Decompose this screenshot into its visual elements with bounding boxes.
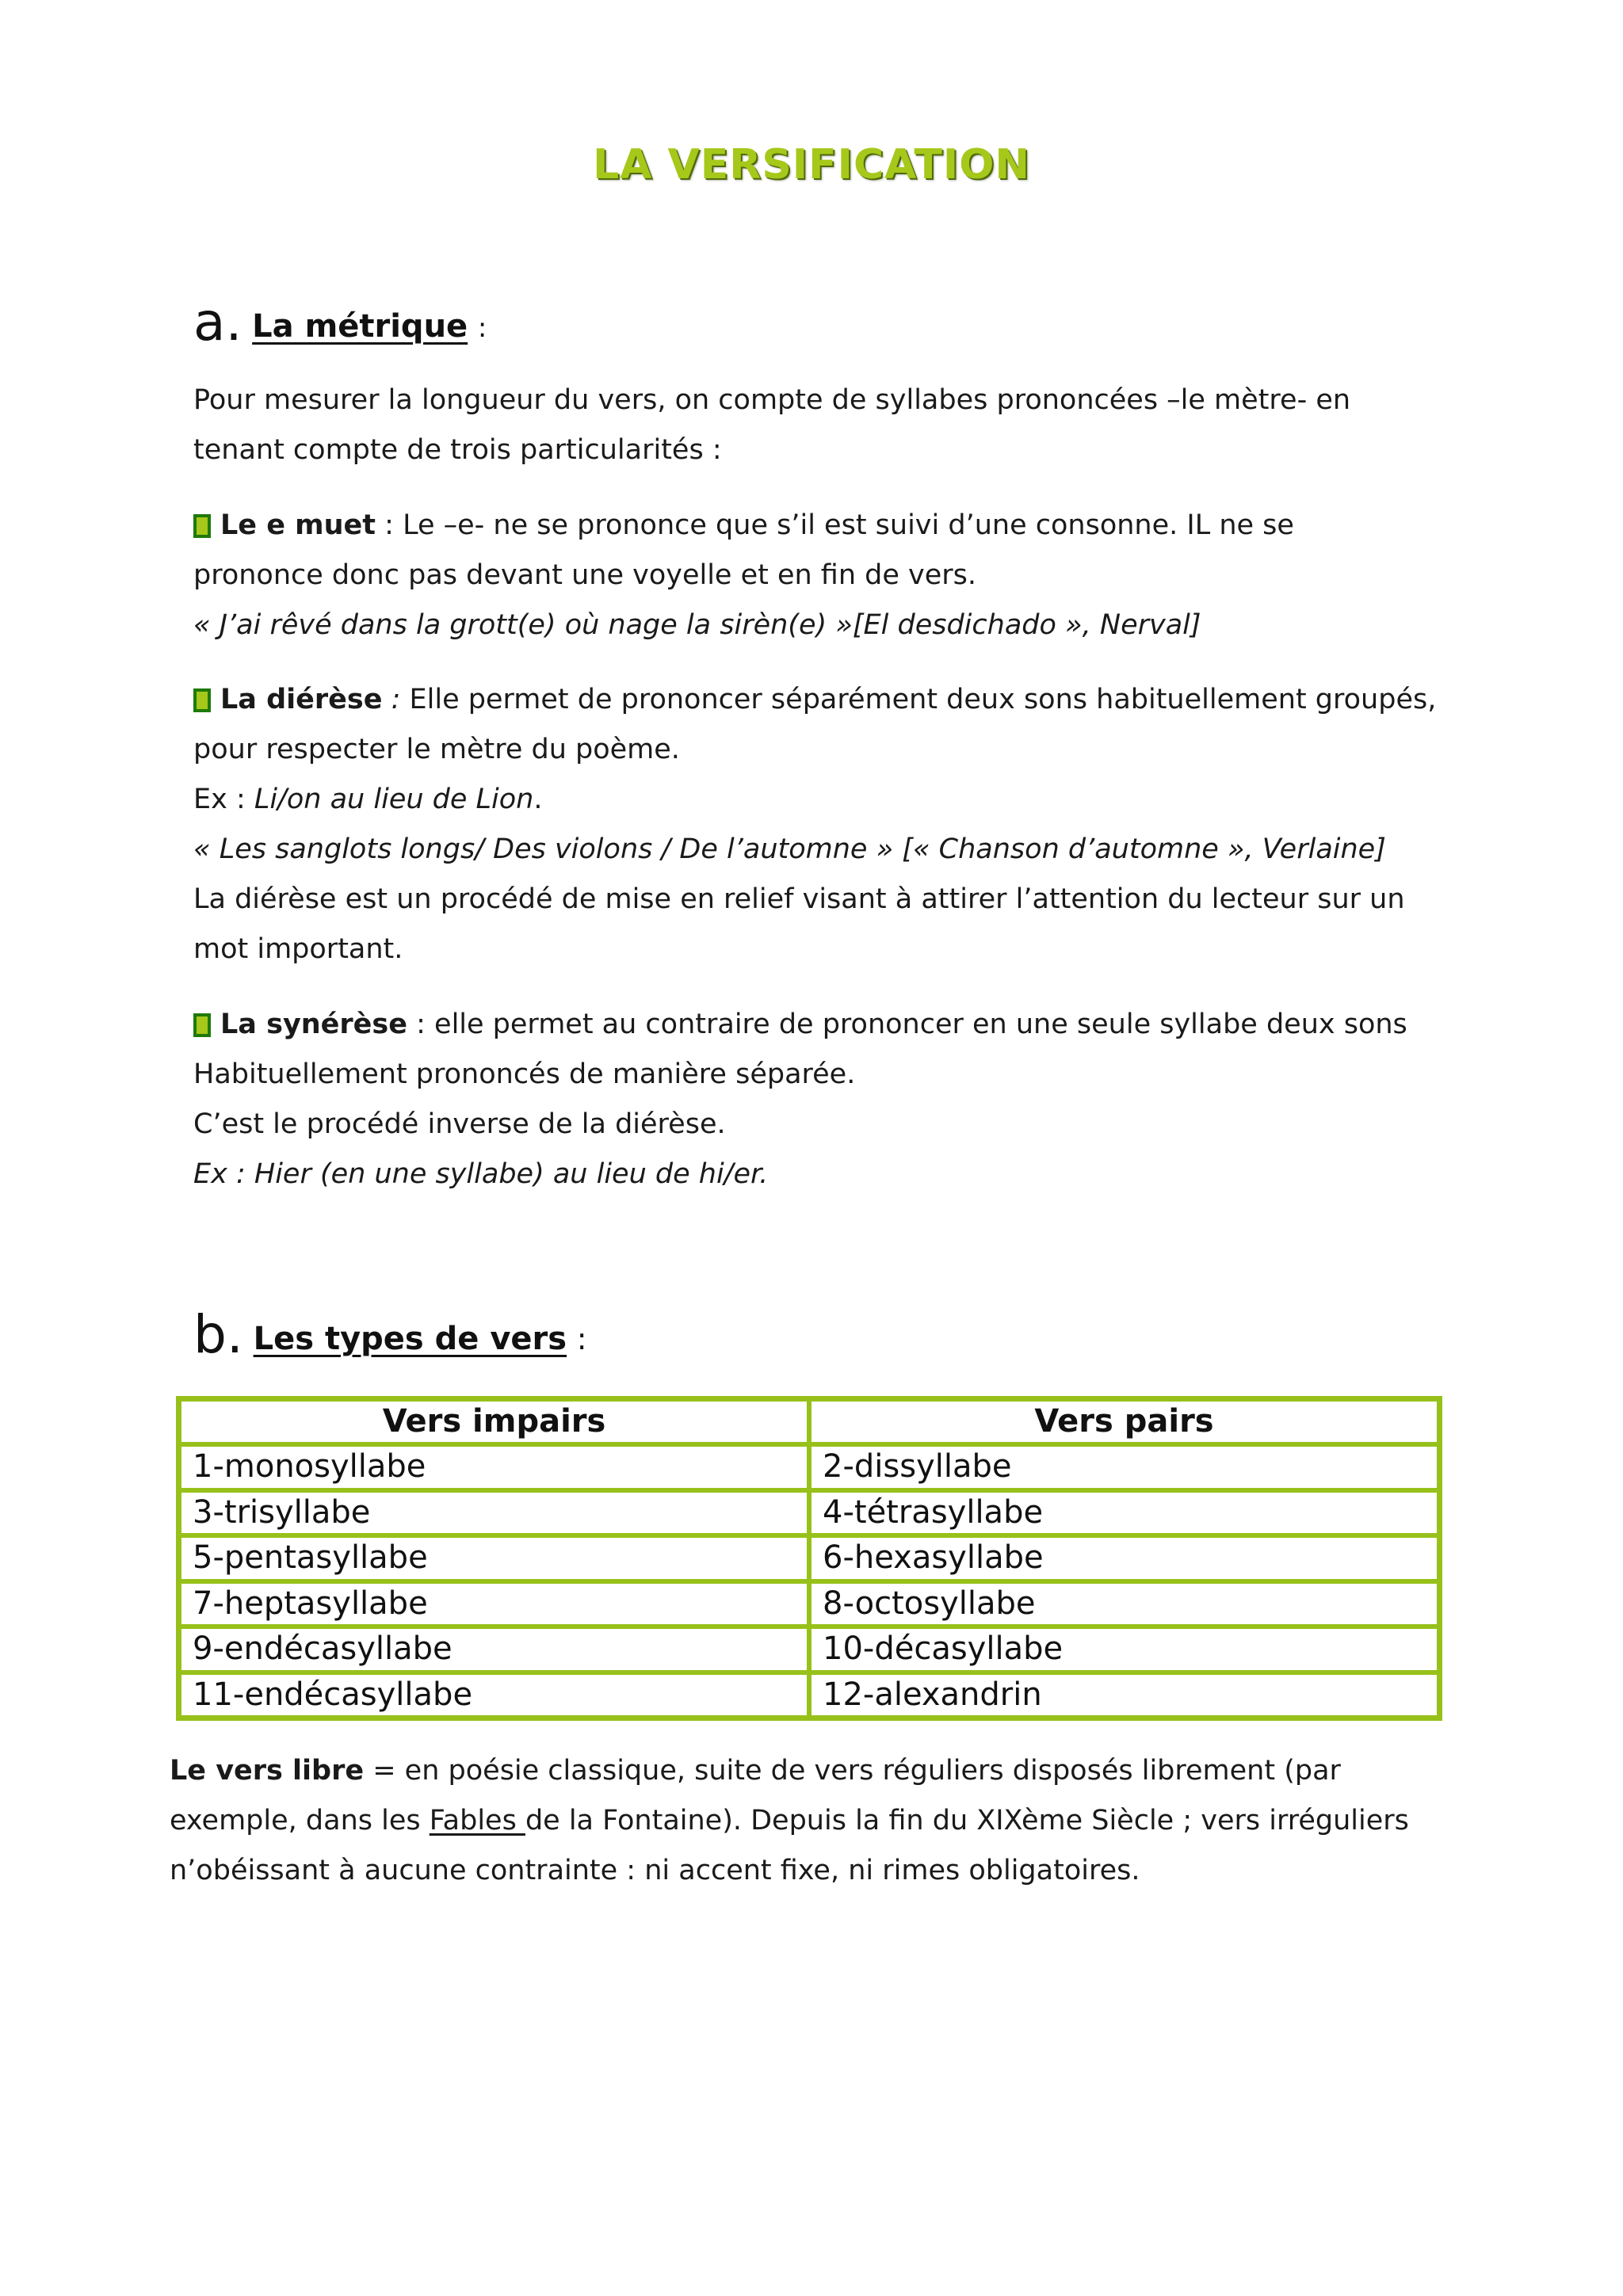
section-b-heading <box>193 1304 587 1365</box>
synerese-term: La synérèse <box>220 1009 407 1040</box>
verse-types-table <box>176 1396 1442 1721</box>
e-muet-quote: « J’ai rêvé dans la grott(e) où nage la sirèn(e) »[El desdichado », Nerval] <box>193 609 1201 641</box>
table-cell: 5-pentasyllabe <box>181 1538 807 1578</box>
section-b-letter: b. <box>193 1304 243 1365</box>
dierese-term: La diérèse <box>220 684 383 715</box>
table-cell: 10-décasyllabe <box>812 1629 1437 1669</box>
dierese-line: mot important. <box>193 933 403 965</box>
green-square-bullet-icon <box>193 514 211 538</box>
table-cell: 3-trisyllabe <box>181 1493 807 1533</box>
e-muet-text: Le –e- ne se prononce que s’il est suivi d’une consonne. IL ne se <box>403 509 1294 541</box>
table-cell: 9-endécasyllabe <box>181 1629 807 1669</box>
section-b-title: Les types de vers <box>253 1321 567 1357</box>
table-cell: 8-octosyllabe <box>812 1584 1437 1624</box>
dierese-text: Elle permet de prononcer séparément deux sons habituellement groupés, <box>409 684 1437 715</box>
table-cell: 1-monosyllabe <box>181 1447 807 1487</box>
table-cell: 11-endécasyllabe <box>181 1675 807 1715</box>
intro-line: tenant compte de trois particularités : <box>193 434 722 466</box>
green-square-bullet-icon <box>193 1013 211 1037</box>
table-cell: 12-alexandrin <box>812 1675 1437 1715</box>
table-cell: 7-heptasyllabe <box>181 1584 807 1624</box>
green-square-bullet-icon <box>193 688 211 712</box>
dierese-quote: « Les sanglots longs/ Des violons / De l’automne » [« Chanson d’automne », Verlaine] <box>193 833 1386 865</box>
intro-line: Pour mesurer la longueur du vers, on compte de syllabes prononcées –le mètre- en <box>193 384 1351 416</box>
synerese-text: elle permet au contraire de prononcer en une seule syllabe deux sons <box>434 1009 1407 1040</box>
synerese-line: Habituellement prononcés de manière séparée. <box>193 1058 856 1090</box>
dierese-example: Li/on au lieu de Lion <box>254 784 534 815</box>
e-muet-paragraph: Le e muet : Le –e- ne se prononce que s’il est suivi d’une consonne. IL ne se prononce donc pas devant une voyelle et en fin de vers. « J’ai rêvé dans la grott(e) où nage la sirèn(e) »[El desdichado », Nerval] <box>193 501 1461 650</box>
dierese-paragraph: La diérèse : Elle permet de prononcer séparément deux sons habituellement groupés, pour respecter le mètre du poème. Ex : Li/on au lieu de Lion. « Les sanglots longs/ Des violons / De l’automne » [« Chanson d’automne », Verlaine] La diérèse est un procédé de mise en relief visant à attirer l’attention du lecteur sur un mot important. <box>193 675 1461 974</box>
synerese-example: Ex : Hier (en une syllabe) au lieu de hi/er. <box>193 1158 769 1190</box>
e-muet-term: Le e muet <box>220 509 376 541</box>
section-a-title: La métrique <box>252 308 468 345</box>
table-cell: 2-dissyllabe <box>812 1447 1437 1487</box>
fables-reference: Fables <box>429 1805 525 1836</box>
vers-libre-line: n’obéissant à aucune contrainte : ni accent fixe, ni rimes obligatoires. <box>170 1855 1140 1886</box>
section-a-letter: a. <box>193 292 242 353</box>
table-cell: 6-hexasyllabe <box>812 1538 1437 1578</box>
section-a-colon: : <box>477 312 487 344</box>
section-b-colon: : <box>576 1322 587 1356</box>
table-header: Vers pairs <box>812 1402 1437 1442</box>
intro-paragraph <box>193 376 1461 475</box>
e-muet-line: prononce donc pas devant une voyelle et en fin de vers. <box>193 559 977 591</box>
page-title: LA VERSIFICATION <box>593 141 1030 189</box>
synerese-paragraph: La synérèse : elle permet au contraire de prononcer en une seule syllabe deux sons Habituellement prononcés de manière séparée. C’est le procédé inverse de la diérèse. Ex : Hier (en une syllabe) au lieu de hi/er. <box>193 1000 1461 1199</box>
vers-libre-paragraph: Le vers libre = en poésie classique, suite de vers réguliers disposés librement (par exemple, dans les Fables de la Fontaine). Depuis la fin du XIXème Siècle ; vers irréguliers n’obéissant à aucune contrainte : ni accent fixe, ni rimes obligatoires. <box>170 1746 1469 1896</box>
table-header: Vers impairs <box>181 1402 807 1442</box>
table-cell: 4-tétrasyllabe <box>812 1493 1437 1533</box>
dierese-line: La diérèse est un procédé de mise en relief visant à attirer l’attention du lecteur sur un <box>193 883 1405 915</box>
synerese-line: C’est le procédé inverse de la diérèse. <box>193 1108 726 1140</box>
section-a-heading <box>193 292 487 353</box>
vers-libre-term: Le vers libre <box>170 1755 365 1787</box>
dierese-line: pour respecter le mètre du poème. <box>193 734 680 765</box>
